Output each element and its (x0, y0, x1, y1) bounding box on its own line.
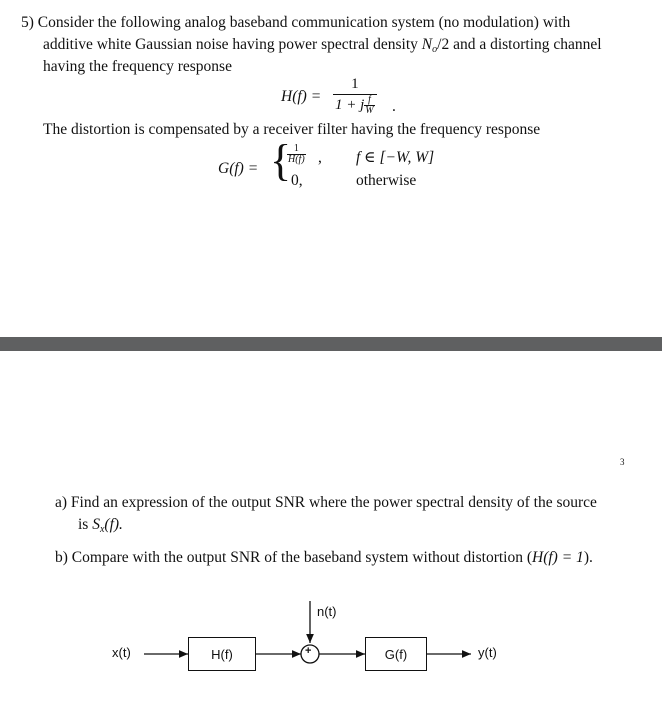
question-b-end: ). (583, 549, 593, 566)
h-numerator: 1 (333, 75, 377, 95)
question-a-line-2 (78, 514, 123, 541)
h-equation-fraction (333, 75, 377, 116)
problem-line-3: having the frequency response (43, 58, 232, 75)
question-b (55, 547, 593, 569)
output-signal-label: y(t) (478, 645, 497, 660)
question-a-text: Find an expression of the output SNR where the power spectral density of the source (70, 494, 597, 511)
h-lhs-text: H(f) = (281, 88, 322, 105)
g-case1-condition: f ∈ [−W, W] (356, 149, 435, 166)
g-case1-num: 1 (287, 144, 306, 155)
filter-block: G(f) (365, 637, 427, 671)
question-b-text: Compare with the output SNR of the baseband system without distortion ( (71, 549, 533, 566)
question-b-label: b) (55, 549, 68, 566)
psd-subscript: o (432, 44, 438, 55)
question-a-line-1 (55, 492, 597, 514)
h-equation-lhs (281, 86, 321, 108)
adder-plus: + (305, 645, 312, 657)
h-denominator (333, 95, 377, 116)
input-signal-label: x(t) (112, 645, 131, 660)
problem-text-1: Consider the following analog baseband communication system (no modulation) with (37, 14, 571, 31)
page-divider (0, 337, 662, 351)
sx-subscript: x (99, 524, 105, 535)
page-number: 3 (620, 457, 625, 467)
channel-block: H(f) (188, 637, 256, 671)
g-case2-value: 0, (291, 172, 303, 189)
left-brace: { (270, 136, 292, 185)
h-den-frac (364, 95, 374, 116)
g-case2-condition: otherwise (356, 172, 417, 189)
g-case1-den: H(f) (288, 154, 305, 165)
h-den-pre: 1 + j (335, 96, 365, 113)
g-case1-fraction (287, 144, 306, 165)
sx-arg: (f). (104, 516, 123, 533)
problem-text-2: additive white Gaussian noise having power spectral density (43, 36, 422, 53)
g-case1-comma: , (318, 149, 322, 166)
problem-line-4: The distortion is compensated by a receiver filter having the frequency response (43, 121, 541, 138)
problem-number: 5) (21, 14, 34, 31)
problem-line-1 (21, 12, 570, 34)
noise-label: n(t) (317, 604, 337, 619)
h-period: . (392, 98, 396, 115)
psd-symbol: N (421, 36, 433, 53)
question-b-math: H(f) = 1 (532, 549, 584, 566)
g-equation-lhs: G(f) = (218, 160, 259, 177)
problem-text-2b: /2 and a distorting channel (437, 36, 602, 53)
h-den-frac-den: W (365, 105, 374, 116)
h-den-frac-num: f (364, 95, 374, 106)
question-a-text-2: is (78, 516, 93, 533)
sx-symbol: S (92, 516, 100, 533)
question-a-label: a) (55, 494, 68, 511)
